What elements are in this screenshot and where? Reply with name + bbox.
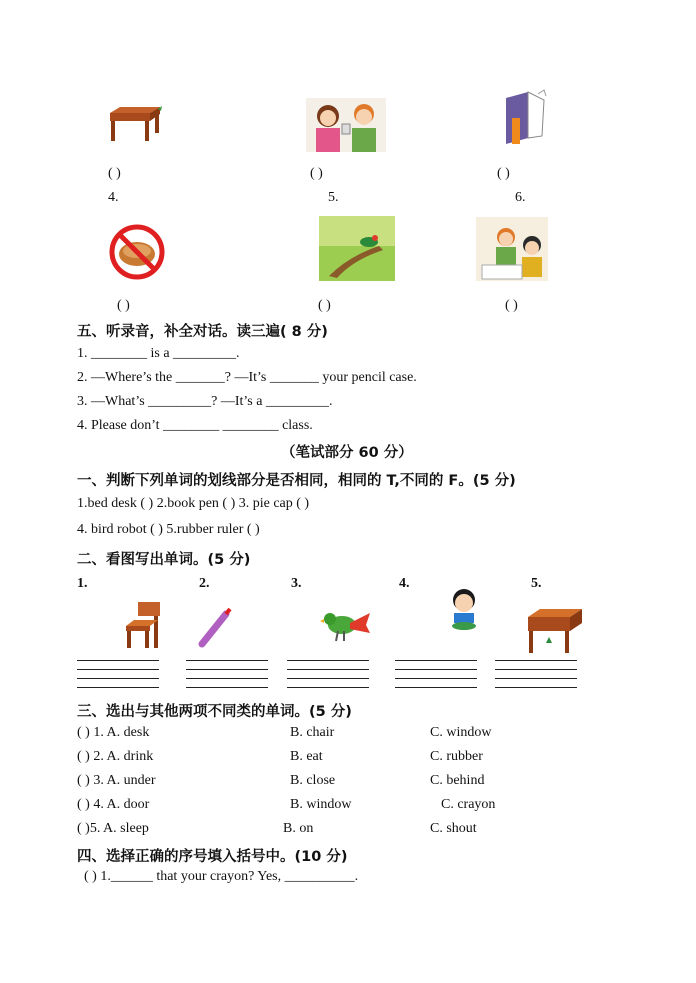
option-b: B. close <box>290 773 336 788</box>
phonics-row-1: 1.bed desk ( ) 2.book pen ( ) 3. pie cap ( ) <box>77 496 310 511</box>
section-2-title: 二、看图写出单词。(5 分) <box>77 552 251 568</box>
question-stem: ( ) 1. A. desk <box>77 725 150 740</box>
picture-number: 6. <box>515 190 526 205</box>
open-book-picture <box>498 88 552 148</box>
option-b: B. window <box>290 797 352 812</box>
desk-picture-2 <box>526 605 584 655</box>
answer-bracket[interactable]: ( ) <box>318 298 331 313</box>
answer-bracket[interactable]: ( ) <box>108 166 121 181</box>
option-c: C. crayon <box>441 797 496 812</box>
kids-drawing-picture <box>476 217 548 281</box>
written-part-heading: （笔试部分 60 分） <box>281 445 413 461</box>
item-number: 2. <box>199 576 210 591</box>
option-c: C. shout <box>430 821 477 836</box>
dialogue-line-4: 4. Please don’t ________ ________ class. <box>77 418 313 433</box>
desk-picture-1 <box>106 103 164 143</box>
answer-lines[interactable] <box>186 660 268 696</box>
question-1: ( ) 1.______ that your crayon? Yes, __________. <box>84 869 359 884</box>
answer-lines[interactable] <box>495 660 577 696</box>
picture-number: 5. <box>328 190 339 205</box>
option-c: C. window <box>430 725 492 740</box>
dialogue-line-1: 1. ________ is a _________. <box>77 346 240 361</box>
question-stem: ( ) 2. A. drink <box>77 749 154 764</box>
option-c: C. behind <box>430 773 485 788</box>
bird-in-tree-picture <box>319 216 395 281</box>
phonics-row-2: 4. bird robot ( ) 5.rubber ruler ( ) <box>77 522 260 537</box>
section-4-title: 四、选择正确的序号填入括号中。(10 分) <box>77 849 348 865</box>
section-5-title: 五、听录音，补全对话。读三遍( 8 分) <box>77 324 328 340</box>
item-number: 4. <box>399 576 410 591</box>
item-number: 3. <box>291 576 302 591</box>
option-c: C. rubber <box>430 749 483 764</box>
parrot-picture <box>320 603 372 643</box>
section-1-title: 一、判断下列单词的划线部分是否相同，相同的 T,不同的 F。(5 分) <box>77 473 516 489</box>
pencil-picture <box>198 606 232 648</box>
answer-lines[interactable] <box>287 660 369 696</box>
item-number: 1. <box>77 576 88 591</box>
dialogue-line-3: 3. —What’s _________? —It’s a _________. <box>77 394 333 409</box>
answer-bracket[interactable]: ( ) <box>497 166 510 181</box>
option-b: B. on <box>283 821 314 836</box>
no-bread-sign-picture <box>107 223 167 281</box>
answer-lines[interactable] <box>77 660 159 696</box>
item-number: 5. <box>531 576 542 591</box>
chair-picture <box>120 600 164 650</box>
question-stem: ( )5. A. sleep <box>77 821 149 836</box>
answer-lines[interactable] <box>395 660 477 696</box>
picture-number: 4. <box>108 190 119 205</box>
kids-talking-picture <box>306 98 386 152</box>
answer-bracket[interactable]: ( ) <box>117 298 130 313</box>
section-3-title: 三、选出与其他两项不同类的单词。(5 分) <box>77 704 352 720</box>
boy-picture <box>446 588 482 632</box>
answer-bracket[interactable]: ( ) <box>505 298 518 313</box>
option-b: B. eat <box>290 749 323 764</box>
question-stem: ( ) 4. A. door <box>77 797 150 812</box>
question-stem: ( ) 3. A. under <box>77 773 156 788</box>
answer-bracket[interactable]: ( ) <box>310 166 323 181</box>
dialogue-line-2: 2. —Where’s the _______? —It’s _______ your pencil case. <box>77 370 417 385</box>
option-b: B. chair <box>290 725 335 740</box>
